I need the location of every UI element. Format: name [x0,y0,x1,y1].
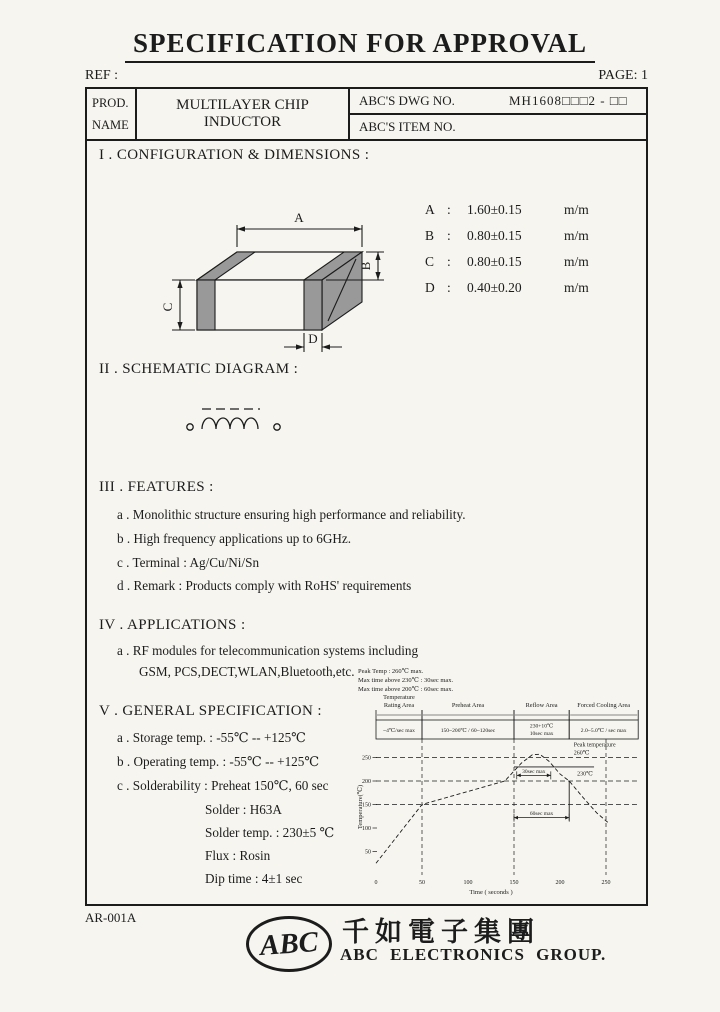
solder-sub-item: Solder : H63A [205,802,282,817]
prod-label-line1: PROD. [92,95,129,110]
section3-title: III . FEATURES : [99,479,214,495]
svg-text:Forced Cooling Area: Forced Cooling Area [577,702,631,709]
ref-label: REF : [85,68,119,83]
page-title-text: SPECIFICATION FOR APPROVAL [125,28,595,63]
dim-label-b: B [358,261,373,271]
svg-text:100: 100 [463,880,473,886]
section4-title: IV . APPLICATIONS : [99,617,246,633]
svg-text:Peak Temp : 260℃ max.: Peak Temp : 260℃ max. [358,668,424,675]
solder-sub-item: Flux : Rosin [205,848,271,863]
dim-label-d: D [308,331,318,346]
section1-title: I . CONFIGURATION & DIMENSIONS : [99,147,370,163]
svg-text:2.0~5.0℃ / sec max: 2.0~5.0℃ / sec max [580,728,627,734]
general-spec-item: b . Operating temp. : -55℃ -- +125℃ [117,754,320,769]
svg-text:50: 50 [365,849,371,856]
dimension-row: D : 0.40±0.20 m/m [425,280,589,295]
svg-text:Peak temperature: Peak temperature [573,742,616,749]
svg-text:30sec max: 30sec max [522,768,546,775]
company-name-chinese: 千如電子集團 [342,917,540,947]
svg-text:250: 250 [362,755,371,762]
svg-text:230℃: 230℃ [577,771,593,778]
svg-text:230+10℃: 230+10℃ [529,723,554,730]
svg-text:200: 200 [362,779,371,786]
page-title [0,28,720,63]
dwg-no-row [350,89,646,115]
inductor-schematic-icon [182,397,312,447]
reflow-profile-chart [356,663,648,908]
svg-text:Reflow Area: Reflow Area [525,702,558,709]
dwg-no-label: ABC'S DWG NO. [359,93,455,108]
company-name-english: ABC ELECTRONICS GROUP. [340,945,607,964]
svg-text:150~200℃ / 60~120sec: 150~200℃ / 60~120sec [440,728,496,734]
svg-text:~4℃/sec max: ~4℃/sec max [383,728,415,734]
drawing-number-cell [350,89,646,139]
chip-dimension-drawing [142,175,402,370]
section2-title: II . SCHEMATIC DIAGRAM : [99,361,299,377]
dimension-table [425,197,589,301]
svg-text:100: 100 [362,826,371,833]
feature-item: a . Monolithic structure ensuring high performance and reliability. [117,507,466,522]
svg-text:Temperature: Temperature [383,694,415,701]
prod-name-label-cell [87,89,137,139]
header-table [85,87,648,141]
application-item: a . RF modules for telecommunication systems including [117,643,419,658]
svg-text:Rating Area: Rating Area [383,702,415,709]
svg-text:Preheat Area: Preheat Area [451,702,485,709]
svg-text:Max time above 200℃ : 60sec ma: Max time above 200℃ : 60sec max. [358,686,454,693]
dimension-row: A : 1.60±0.15 m/m [425,202,589,217]
svg-text:0: 0 [374,880,378,886]
document-body [85,139,648,906]
svg-text:260℃: 260℃ [573,750,590,757]
svg-text:250: 250 [601,880,611,886]
abc-logo [246,916,332,972]
dim-label-a: A [294,210,304,225]
dim-label-c: C [160,302,175,312]
page-number: PAGE: 1 [598,68,648,83]
application-item-cont: GSM, PCS,DECT,WLAN,Bluetooth,etc. [139,664,355,679]
item-no-row [350,115,646,139]
svg-text:50: 50 [419,880,425,886]
dwg-no-value: MH1608□□□2 - □□ [509,93,628,108]
item-no-label: ABC'S ITEM NO. [359,119,456,134]
abc-logo-text: ABC [258,925,320,962]
solder-sub-item: Solder temp. : 230±5 ℃ [205,825,335,840]
product-name: MULTILAYER CHIP INDUCTOR [137,89,350,139]
form-number: AR-001A [85,910,137,925]
dimension-row: C : 0.80±0.15 m/m [425,254,589,269]
svg-text:Time ( seconds ): Time ( seconds ) [469,889,513,896]
solder-sub-item: Dip time : 4±1 sec [205,871,303,886]
svg-text:150: 150 [362,802,371,809]
general-spec-item: a . Storage temp. : -55℃ -- +125℃ [117,730,306,745]
svg-text:Max time above 230℃ : 30sec ma: Max time above 230℃ : 30sec max. [358,677,454,684]
feature-item: c . Terminal : Ag/Cu/Ni/Sn [117,555,260,570]
general-spec-item: c . Solderability : Preheat 150℃, 60 sec [117,778,329,793]
prod-label-line2: NAME [92,117,129,132]
dimension-row: B : 0.80±0.15 m/m [425,228,589,243]
svg-text:Temperature(℃): Temperature(℃) [357,784,364,830]
feature-item: d . Remark : Products comply with RoHS' requirements [117,578,412,593]
feature-item: b . High frequency applications up to 6GHz. [117,531,352,546]
section5-title: V . GENERAL SPECIFICATION : [99,703,322,719]
svg-text:60sec max: 60sec max [529,811,554,818]
svg-text:10sec max: 10sec max [529,731,554,737]
svg-text:150: 150 [509,880,519,886]
svg-text:200: 200 [555,880,565,886]
